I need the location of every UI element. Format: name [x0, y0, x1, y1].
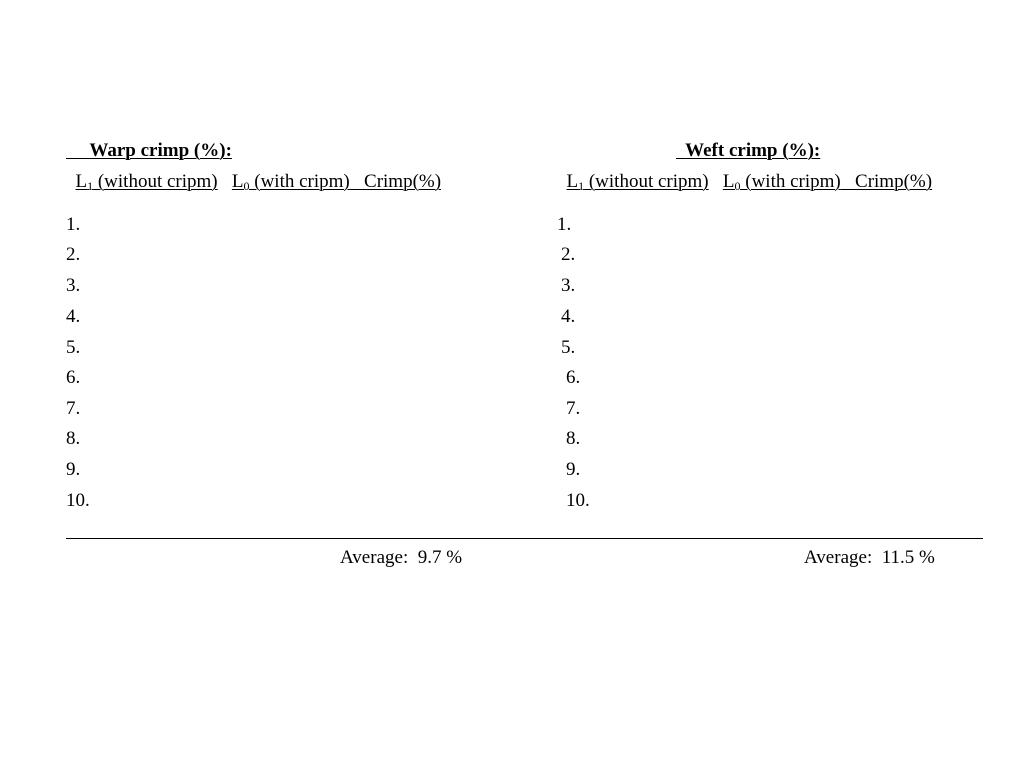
warp-row-9: 9.	[66, 459, 81, 480]
weft-row-2: 2.	[561, 244, 576, 265]
warp-header-l1-subscript: 1	[87, 179, 94, 193]
warp-row-10: 10.	[66, 490, 90, 511]
weft-title-text: Weft crimp (%):	[685, 140, 821, 161]
warp-header-l1-label: (without cripm)	[93, 171, 218, 192]
warp-row-4: 4.	[66, 306, 81, 327]
warp-average: Average: 9.7 %	[340, 547, 463, 568]
weft-header-l1-subscript: 1	[578, 179, 585, 193]
warp-row-3: 3.	[66, 275, 81, 296]
warp-header-l0-letter: L	[231, 171, 244, 192]
weft-header-crimp: Crimp(%)	[840, 171, 933, 192]
warp-header-l0-label: (with cripm)	[249, 171, 350, 192]
warp-row-2: 2.	[66, 244, 81, 265]
warp-column-headers	[66, 153, 441, 191]
weft-row-1: 1.	[557, 214, 572, 235]
weft-column-headers	[557, 153, 932, 191]
weft-row-3: 3.	[561, 275, 576, 296]
weft-header-l1-letter: L	[566, 171, 579, 192]
weft-average: Average: 11.5 %	[804, 547, 935, 568]
weft-header-l0-subscript: 0	[734, 179, 741, 193]
weft-header-l1-label: (without cripm)	[584, 171, 709, 192]
weft-header-l0-letter: L	[722, 171, 735, 192]
weft-row-7: 7.	[566, 398, 581, 419]
weft-row-9: 9.	[566, 459, 581, 480]
warp-row-5: 5.	[66, 337, 81, 358]
weft-header-l0	[723, 171, 932, 192]
weft-row-8: 8.	[566, 428, 581, 449]
divider-line	[66, 538, 983, 539]
warp-header-l1	[76, 171, 218, 192]
warp-header-l1-letter: L	[75, 171, 88, 192]
weft-row-10: 10.	[566, 490, 590, 511]
weft-header-l0-label: (with cripm)	[740, 171, 841, 192]
weft-header-l1	[567, 171, 709, 192]
warp-row-8: 8.	[66, 428, 81, 449]
warp-header-l0	[232, 171, 441, 192]
warp-row-1: 1.	[66, 214, 81, 235]
weft-row-4: 4.	[561, 306, 576, 327]
warp-header-l0-subscript: 0	[243, 179, 250, 193]
weft-row-6: 6.	[566, 367, 581, 388]
warp-title-text: Warp crimp (%):	[89, 140, 232, 161]
warp-row-7: 7.	[66, 398, 81, 419]
warp-row-6: 6.	[66, 367, 81, 388]
warp-header-crimp: Crimp(%)	[349, 171, 442, 192]
weft-row-5: 5.	[561, 337, 576, 358]
